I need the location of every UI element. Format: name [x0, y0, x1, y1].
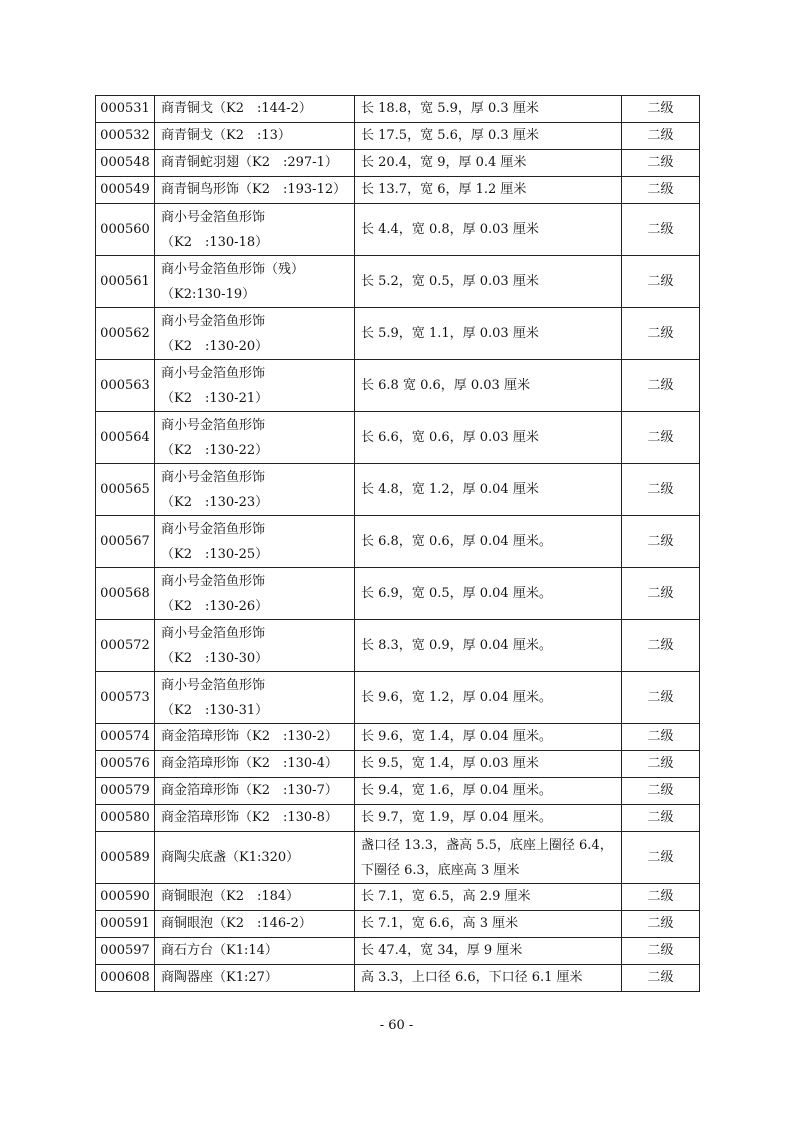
relic-name-cell	[155, 672, 355, 724]
relic-size-line: 长 6.9，宽 0.5，厚 0.04 厘米。	[361, 586, 552, 601]
relic-id-cell: 000572	[96, 620, 155, 672]
relic-name-line: 商小号金箔鱼形饰（残）	[161, 261, 305, 277]
relic-size-cell	[355, 832, 622, 884]
relic-size-line: 长 4.8，宽 1.2，厚 0.04 厘米	[361, 482, 539, 497]
relic-name-line: 商小号金箔鱼形饰	[161, 573, 266, 589]
relic-id-cell: 000573	[96, 672, 155, 724]
relic-size-cell	[355, 464, 622, 516]
relic-name-cell	[155, 832, 355, 884]
relic-name-line: （K2 :130-21）	[161, 390, 269, 406]
relic-name-line: 商小号金箔鱼形饰	[161, 625, 266, 641]
relic-grade-cell: 二级	[622, 123, 700, 150]
relic-name-line: （K2:130-19）	[161, 286, 256, 302]
relic-name-cell	[155, 724, 355, 751]
relic-id-cell: 000562	[96, 308, 155, 360]
relic-grade-cell: 二级	[622, 724, 700, 751]
relic-id-cell: 000560	[96, 204, 155, 256]
relic-size-cell	[355, 412, 622, 464]
table-row	[96, 308, 700, 360]
relic-name-cell	[155, 464, 355, 516]
relic-name-line: （K2 :130-18）	[161, 234, 269, 250]
relic-size-line: 长 13.7，宽 6，厚 1.2 厘米	[361, 182, 527, 197]
relic-size-cell	[355, 96, 622, 123]
relic-id-cell: 000548	[96, 150, 155, 177]
relic-name-cell	[155, 911, 355, 938]
relic-grade-cell: 二级	[622, 620, 700, 672]
relic-name-line: 商石方台（K1:14）	[161, 943, 278, 958]
relic-grade-cell: 二级	[622, 204, 700, 256]
relic-name-line: 商青铜鸟形饰（K2 :193-12）	[161, 182, 347, 197]
relic-id-cell: 000590	[96, 884, 155, 911]
relic-id-cell: 000567	[96, 516, 155, 568]
relic-id-cell: 000549	[96, 177, 155, 204]
relic-id-cell: 000591	[96, 911, 155, 938]
table-row	[96, 832, 700, 884]
relic-size-line: 长 18.8，宽 5.9，厚 0.3 厘米	[361, 101, 539, 116]
relic-size-cell	[355, 965, 622, 992]
relic-size-line: 长 5.9，宽 1.1，厚 0.03 厘米	[361, 326, 539, 341]
relic-size-cell	[355, 778, 622, 805]
relic-grade-cell: 二级	[622, 805, 700, 832]
relic-id-cell: 000574	[96, 724, 155, 751]
relic-size-cell	[355, 938, 622, 965]
table-row	[96, 884, 700, 911]
relic-grade-cell: 二级	[622, 832, 700, 884]
table-row	[96, 204, 700, 256]
relic-name-line: （K2 :130-31）	[161, 702, 269, 718]
relic-id-cell: 000564	[96, 412, 155, 464]
relic-size-line: 下圈径 6.3，底座高 3 厘米	[361, 862, 520, 878]
table-row	[96, 568, 700, 620]
relic-name-cell	[155, 620, 355, 672]
relic-grade-cell: 二级	[622, 938, 700, 965]
relic-size-line: 长 6.8 宽 0.6，厚 0.03 厘米	[361, 378, 530, 393]
relic-name-line: 商小号金箔鱼形饰	[161, 521, 266, 537]
relic-name-line: 商金箔璋形饰（K2 :130-7）	[161, 783, 338, 798]
relic-size-cell	[355, 751, 622, 778]
relic-name-cell	[155, 568, 355, 620]
relic-size-cell	[355, 568, 622, 620]
relic-size-line: 长 4.4，宽 0.8，厚 0.03 厘米	[361, 222, 539, 237]
relic-size-line: 长 9.5，宽 1.4，厚 0.03 厘米	[361, 756, 539, 771]
relic-name-cell	[155, 256, 355, 308]
table-row	[96, 724, 700, 751]
relic-size-line: 长 6.6，宽 0.6，厚 0.03 厘米	[361, 430, 539, 445]
relic-grade-cell: 二级	[622, 911, 700, 938]
relic-name-cell	[155, 150, 355, 177]
relic-name-line: （K2 :130-25）	[161, 546, 269, 562]
relic-grade-cell: 二级	[622, 778, 700, 805]
relic-size-line: 长 9.6，宽 1.4，厚 0.04 厘米。	[361, 729, 552, 744]
relic-name-cell	[155, 805, 355, 832]
table-row	[96, 256, 700, 308]
relic-grade-cell: 二级	[622, 464, 700, 516]
relic-size-cell	[355, 672, 622, 724]
relic-grade-cell: 二级	[622, 751, 700, 778]
relic-id-cell: 000561	[96, 256, 155, 308]
relic-grade-cell: 二级	[622, 516, 700, 568]
relic-name-cell	[155, 778, 355, 805]
relic-name-line: 商小号金箔鱼形饰	[161, 417, 266, 433]
table-row	[96, 123, 700, 150]
relic-size-cell	[355, 177, 622, 204]
table-row	[96, 516, 700, 568]
relic-size-line: 长 6.8，宽 0.6，厚 0.04 厘米。	[361, 534, 552, 549]
relic-name-line: 商小号金箔鱼形饰	[161, 209, 266, 225]
relic-name-cell	[155, 412, 355, 464]
relic-grade-cell: 二级	[622, 672, 700, 724]
relic-id-cell: 000608	[96, 965, 155, 992]
relic-id-cell: 000532	[96, 123, 155, 150]
relic-name-cell	[155, 96, 355, 123]
relic-name-cell	[155, 884, 355, 911]
relic-name-cell	[155, 204, 355, 256]
table-row	[96, 672, 700, 724]
relic-name-line: 商小号金箔鱼形饰	[161, 677, 266, 693]
relic-name-line: 商青铜蛇羽翅（K2 :297-1）	[161, 155, 338, 170]
table-row	[96, 965, 700, 992]
relic-name-cell	[155, 938, 355, 965]
relic-size-cell	[355, 360, 622, 412]
relic-size-cell	[355, 150, 622, 177]
relics-table	[95, 95, 700, 992]
table-row	[96, 177, 700, 204]
relic-name-line: （K2 :130-26）	[161, 598, 269, 614]
relic-grade-cell: 二级	[622, 412, 700, 464]
relic-name-cell	[155, 516, 355, 568]
relic-id-cell: 000565	[96, 464, 155, 516]
relic-name-line: （K2 :130-23）	[161, 494, 269, 510]
table-row	[96, 360, 700, 412]
relic-name-line: 商小号金箔鱼形饰	[161, 313, 266, 329]
relic-grade-cell: 二级	[622, 96, 700, 123]
relic-name-cell	[155, 123, 355, 150]
table-row	[96, 938, 700, 965]
relic-grade-cell: 二级	[622, 884, 700, 911]
table-row	[96, 620, 700, 672]
relic-size-line: 长 47.4，宽 34，厚 9 厘米	[361, 943, 523, 958]
page-number: - 60 -	[379, 1018, 414, 1033]
relic-size-line: 长 20.4，宽 9，厚 0.4 厘米	[361, 155, 527, 170]
relic-size-cell	[355, 724, 622, 751]
relic-name-cell	[155, 360, 355, 412]
relic-grade-cell: 二级	[622, 965, 700, 992]
relic-size-cell	[355, 308, 622, 360]
relic-grade-cell: 二级	[622, 177, 700, 204]
relics-table-body	[96, 96, 700, 992]
relic-size-cell	[355, 256, 622, 308]
table-row	[96, 464, 700, 516]
relic-size-cell	[355, 123, 622, 150]
relic-size-line: 长 8.3，宽 0.9，厚 0.04 厘米。	[361, 638, 552, 653]
relic-grade-cell: 二级	[622, 150, 700, 177]
relic-name-line: 商铜眼泡（K2 :146-2）	[161, 916, 312, 931]
relic-name-cell	[155, 308, 355, 360]
table-row	[96, 751, 700, 778]
table-row	[96, 778, 700, 805]
relic-name-line: 商金箔璋形饰（K2 :130-4）	[161, 756, 338, 771]
relic-name-line: 商铜眼泡（K2 :184）	[161, 889, 300, 904]
relic-name-line: 商金箔璋形饰（K2 :130-2）	[161, 729, 338, 744]
table-row	[96, 911, 700, 938]
relic-size-line: 长 7.1，宽 6.6，高 3 厘米	[361, 916, 519, 931]
relic-name-cell	[155, 751, 355, 778]
relic-name-line: 商小号金箔鱼形饰	[161, 469, 266, 485]
relic-grade-cell: 二级	[622, 568, 700, 620]
relic-name-line: （K2 :130-22）	[161, 442, 269, 458]
relic-name-line: 商陶尖底盏（K1:320）	[161, 850, 300, 865]
relic-name-line: 商青铜戈（K2 :144-2）	[161, 101, 312, 116]
relic-size-cell	[355, 805, 622, 832]
relic-grade-cell: 二级	[622, 360, 700, 412]
relic-name-line: （K2 :130-20）	[161, 338, 269, 354]
relic-size-line: 长 5.2，宽 0.5，厚 0.03 厘米	[361, 274, 539, 289]
relic-size-cell	[355, 204, 622, 256]
relic-name-line: 商金箔璋形饰（K2 :130-8）	[161, 810, 338, 825]
relic-id-cell: 000531	[96, 96, 155, 123]
relic-name-line: 商青铜戈（K2 :13）	[161, 128, 291, 143]
relic-name-line: 商小号金箔鱼形饰	[161, 365, 266, 381]
relic-name-line: （K2 :130-30）	[161, 650, 269, 666]
relic-size-line: 盏口径 13.3，盏高 5.5，底座上圈径 6.4，	[361, 837, 613, 853]
relic-id-cell: 000597	[96, 938, 155, 965]
relic-size-cell	[355, 620, 622, 672]
relic-grade-cell: 二级	[622, 308, 700, 360]
relic-grade-cell: 二级	[622, 256, 700, 308]
relic-name-cell	[155, 177, 355, 204]
relic-id-cell: 000589	[96, 832, 155, 884]
relic-size-cell	[355, 516, 622, 568]
relic-size-cell	[355, 884, 622, 911]
table-row	[96, 150, 700, 177]
relic-name-cell	[155, 965, 355, 992]
relic-size-line: 长 9.7，宽 1.9，厚 0.04 厘米。	[361, 810, 552, 825]
relic-size-line: 高 3.3，上口径 6.6，下口径 6.1 厘米	[361, 970, 583, 985]
table-row	[96, 96, 700, 123]
table-row	[96, 412, 700, 464]
table-row	[96, 805, 700, 832]
relic-id-cell: 000568	[96, 568, 155, 620]
relic-size-line: 长 7.1，宽 6.5，高 2.9 厘米	[361, 889, 531, 904]
relic-id-cell: 000579	[96, 778, 155, 805]
relic-id-cell: 000580	[96, 805, 155, 832]
relic-id-cell: 000576	[96, 751, 155, 778]
relic-size-line: 长 9.4，宽 1.6，厚 0.04 厘米。	[361, 783, 552, 798]
relic-size-line: 长 9.6，宽 1.2，厚 0.04 厘米。	[361, 690, 552, 705]
relic-size-line: 长 17.5，宽 5.6，厚 0.3 厘米	[361, 128, 539, 143]
relic-size-cell	[355, 911, 622, 938]
relic-name-line: 商陶器座（K1:27）	[161, 970, 278, 985]
relic-id-cell: 000563	[96, 360, 155, 412]
